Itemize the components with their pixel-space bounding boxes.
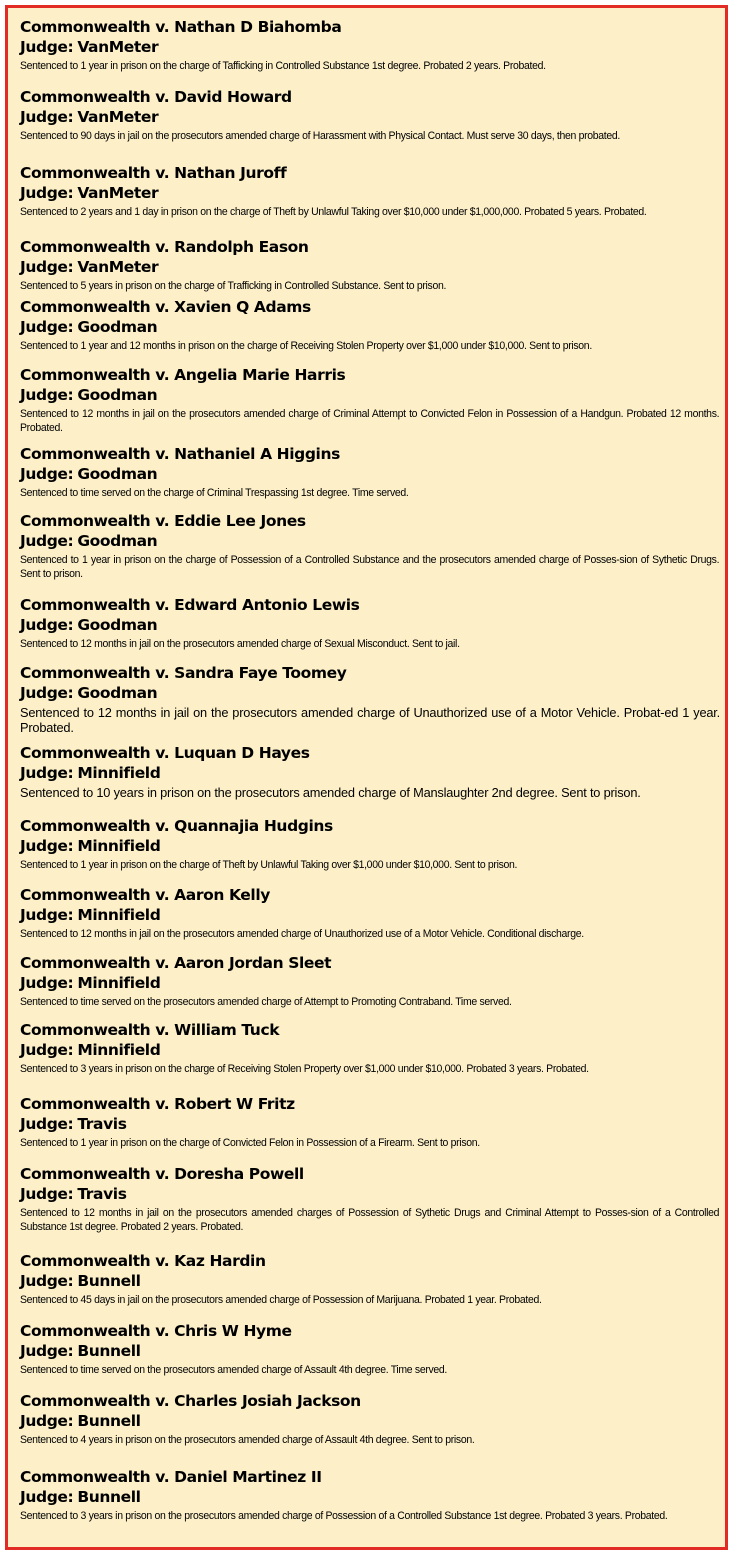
judge-label: Judge:	[20, 684, 74, 702]
judge-label: Judge:	[20, 837, 74, 855]
judge-line	[20, 464, 720, 484]
judge-line	[20, 317, 720, 337]
judge-name: Bunnell	[77, 1272, 141, 1290]
sentence-text: Sentenced to 12 months in jail on the prosecutors amended charge of Unauthorized use of a Motor Vehicle. Probat-ed 1 year. Probated.	[20, 705, 720, 735]
judge-line	[20, 107, 720, 127]
judge-name: VanMeter	[77, 184, 159, 202]
sentence-text: Sentenced to time served on the charge of Criminal Trespassing 1st degree. Time served.	[20, 487, 409, 499]
sentence-text: Sentenced to time served on the prosecutors amended charge of Assault 4th degree. Time served.	[20, 1364, 448, 1376]
judge-name: VanMeter	[77, 108, 159, 126]
case-entry	[20, 1164, 720, 1234]
case-entry	[20, 297, 720, 353]
judge-line	[20, 1114, 720, 1134]
case-title: Commonwealth v. Sandra Faye Toomey	[20, 664, 347, 682]
judge-line	[20, 1184, 720, 1204]
judge-label: Judge:	[20, 386, 74, 404]
sentence-text: Sentenced to 1 year in prison on the charge of Theft by Unlawful Taking over $1,000 under $10,000. Sent to prison.	[20, 859, 518, 871]
case-entry	[20, 663, 720, 735]
case-entry	[20, 511, 720, 581]
judge-label: Judge:	[20, 1412, 74, 1430]
case-entry	[20, 1094, 720, 1150]
case-entry	[20, 595, 720, 651]
case-entry	[20, 885, 720, 941]
sentence-text: Sentenced to 1 year and 12 months in prison on the charge of Receiving Stolen Property over $1,000 under $10,000. Sent to prison.	[20, 340, 592, 352]
case-title: Commonwealth v. Eddie Lee Jones	[20, 512, 306, 530]
sentence-text: Sentenced to time served on the prosecutors amended charge of Attempt to Promoting Contraband. Time served.	[20, 996, 512, 1008]
case-title: Commonwealth v. Nathan Juroff	[20, 164, 287, 182]
case-entry	[20, 1467, 720, 1523]
case-entry	[20, 87, 720, 143]
judge-name: VanMeter	[77, 258, 159, 276]
case-title: Commonwealth v. Chris W Hyme	[20, 1322, 292, 1340]
case-title: Commonwealth v. Xavien Q Adams	[20, 298, 311, 316]
sentence-text: Sentenced to 3 years in prison on the charge of Receiving Stolen Property over $1,000 under $10,000. Probated 3 years. Probated.	[20, 1063, 589, 1075]
judge-line	[20, 385, 720, 405]
judge-label: Judge:	[20, 764, 74, 782]
judge-line	[20, 37, 720, 57]
sentence-text: Sentenced to 12 months in jail on the prosecutors amended charge of Criminal Attempt to Convicted Felon in Possession of a Handgun. Probated 12 months. Probated.	[20, 408, 720, 434]
case-title: Commonwealth v. Nathaniel A Higgins	[20, 445, 340, 463]
sentence-text: Sentenced to 5 years in prison on the charge of Trafficking in Controlled Substance. Sent to prison.	[20, 280, 447, 292]
case-title: Commonwealth v. Angelia Marie Harris	[20, 366, 346, 384]
case-title: Commonwealth v. Randolph Eason	[20, 238, 309, 256]
sentence-text: Sentenced to 45 days in jail on the prosecutors amended charge of Possession of Marijuana. Probated 1 year. Probated.	[20, 1294, 542, 1306]
judge-name: Minnifield	[77, 1041, 161, 1059]
judge-line	[20, 1341, 720, 1361]
judge-line	[20, 183, 720, 203]
case-entry	[20, 743, 720, 800]
sentence-text: Sentenced to 1 year in prison on the charge of Possession of a Controlled Substance and the prosecutors amended charge of Posses-sion of Sythetic Drugs. Sent to prison.	[20, 554, 720, 580]
judge-label: Judge:	[20, 108, 74, 126]
judge-line	[20, 615, 720, 635]
judge-label: Judge:	[20, 258, 74, 276]
judge-line	[20, 1411, 720, 1431]
judge-label: Judge:	[20, 906, 74, 924]
judge-label: Judge:	[20, 465, 74, 483]
sentence-text: Sentenced to 3 years in prison on the prosecutors amended charge of Possession of a Controlled Substance 1st degree. Probated 3 years. Probated.	[20, 1510, 668, 1522]
case-title: Commonwealth v. Luquan D Hayes	[20, 744, 310, 762]
judge-name: VanMeter	[77, 38, 159, 56]
judge-label: Judge:	[20, 616, 74, 634]
judge-label: Judge:	[20, 532, 74, 550]
sentence-text: Sentenced to 90 days in jail on the prosecutors amended charge of Harassment with Physical Contact. Must serve 30 days, then probated.	[20, 130, 620, 142]
judge-line	[20, 257, 720, 277]
case-title: Commonwealth v. William Tuck	[20, 1021, 280, 1039]
judge-name: Goodman	[77, 386, 158, 404]
judge-name: Travis	[77, 1185, 127, 1203]
case-entry	[20, 816, 720, 872]
case-title: Commonwealth v. Nathan D Biahomba	[20, 18, 342, 36]
case-entry	[20, 1321, 720, 1377]
judge-name: Minnifield	[77, 974, 161, 992]
case-title: Commonwealth v. Doresha Powell	[20, 1165, 304, 1183]
case-title: Commonwealth v. Edward Antonio Lewis	[20, 596, 360, 614]
judge-name: Goodman	[77, 318, 158, 336]
judge-name: Goodman	[77, 532, 158, 550]
court-sentencing-page	[5, 5, 728, 1550]
case-title: Commonwealth v. Aaron Kelly	[20, 886, 270, 904]
judge-label: Judge:	[20, 1488, 74, 1506]
case-title: Commonwealth v. Charles Josiah Jackson	[20, 1392, 361, 1410]
judge-label: Judge:	[20, 1185, 74, 1203]
judge-label: Judge:	[20, 1041, 74, 1059]
case-entry	[20, 953, 720, 1009]
sentence-text: Sentenced to 12 months in jail on the prosecutors amended charges of Possession of Sythetic Drugs and Criminal Attempt to Posses-sion of a Controlled Substance 1st degree. Probated 2 years. Probated.	[20, 1207, 720, 1233]
judge-label: Judge:	[20, 318, 74, 336]
judge-line	[20, 836, 720, 856]
judge-line	[20, 1487, 720, 1507]
judge-name: Minnifield	[77, 764, 161, 782]
sentence-text: Sentenced to 1 year in prison on the charge of Tafficking in Controlled Substance 1st degree. Probated 2 years. Probated.	[20, 60, 546, 72]
case-entry	[20, 365, 720, 435]
case-title: Commonwealth v. Robert W Fritz	[20, 1095, 295, 1113]
case-title: Commonwealth v. David Howard	[20, 88, 292, 106]
case-title: Commonwealth v. Quannajia Hudgins	[20, 817, 333, 835]
judge-line	[20, 905, 720, 925]
judge-name: Goodman	[77, 465, 158, 483]
judge-name: Bunnell	[77, 1412, 141, 1430]
judge-label: Judge:	[20, 38, 74, 56]
case-title: Commonwealth v. Daniel Martinez II	[20, 1468, 322, 1486]
sentence-text: Sentenced to 12 months in jail on the prosecutors amended charge of Sexual Misconduct. Sent to jail.	[20, 638, 460, 650]
judge-name: Bunnell	[77, 1488, 141, 1506]
sentence-text: Sentenced to 4 years in prison on the prosecutors amended charge of Assault 4th degree. Sent to prison.	[20, 1434, 475, 1446]
case-entry	[20, 1251, 720, 1307]
judge-name: Travis	[77, 1115, 127, 1133]
judge-name: Bunnell	[77, 1342, 141, 1360]
case-entry	[20, 1391, 720, 1447]
case-title: Commonwealth v. Kaz Hardin	[20, 1252, 266, 1270]
case-entry	[20, 1020, 720, 1076]
sentence-text: Sentenced to 10 years in prison on the prosecutors amended charge of Manslaughter 2nd degree. Sent to prison.	[20, 785, 641, 800]
judge-line	[20, 1040, 720, 1060]
judge-label: Judge:	[20, 974, 74, 992]
case-entry	[20, 163, 720, 219]
judge-line	[20, 683, 720, 703]
case-entry	[20, 444, 720, 500]
sentence-text: Sentenced to 12 months in jail on the prosecutors amended charge of Unauthorized use of a Motor Vehicle. Conditional discharge.	[20, 928, 584, 940]
judge-label: Judge:	[20, 1272, 74, 1290]
judge-name: Goodman	[77, 616, 158, 634]
judge-name: Minnifield	[77, 906, 161, 924]
judge-line	[20, 763, 720, 783]
judge-label: Judge:	[20, 1115, 74, 1133]
judge-line	[20, 1271, 720, 1291]
sentence-text: Sentenced to 2 years and 1 day in prison on the charge of Theft by Unlawful Taking over $10,000 under $1,000,000. Probated 5 years. Probated.	[20, 206, 647, 218]
case-title: Commonwealth v. Aaron Jordan Sleet	[20, 954, 332, 972]
judge-name: Minnifield	[77, 837, 161, 855]
judge-line	[20, 531, 720, 551]
judge-label: Judge:	[20, 1342, 74, 1360]
case-entry	[20, 237, 720, 293]
sentence-text: Sentenced to 1 year in prison on the charge of Convicted Felon in Possession of a Firearm. Sent to prison.	[20, 1137, 480, 1149]
judge-name: Goodman	[77, 684, 158, 702]
judge-line	[20, 973, 720, 993]
judge-label: Judge:	[20, 184, 74, 202]
case-entry	[20, 17, 720, 73]
